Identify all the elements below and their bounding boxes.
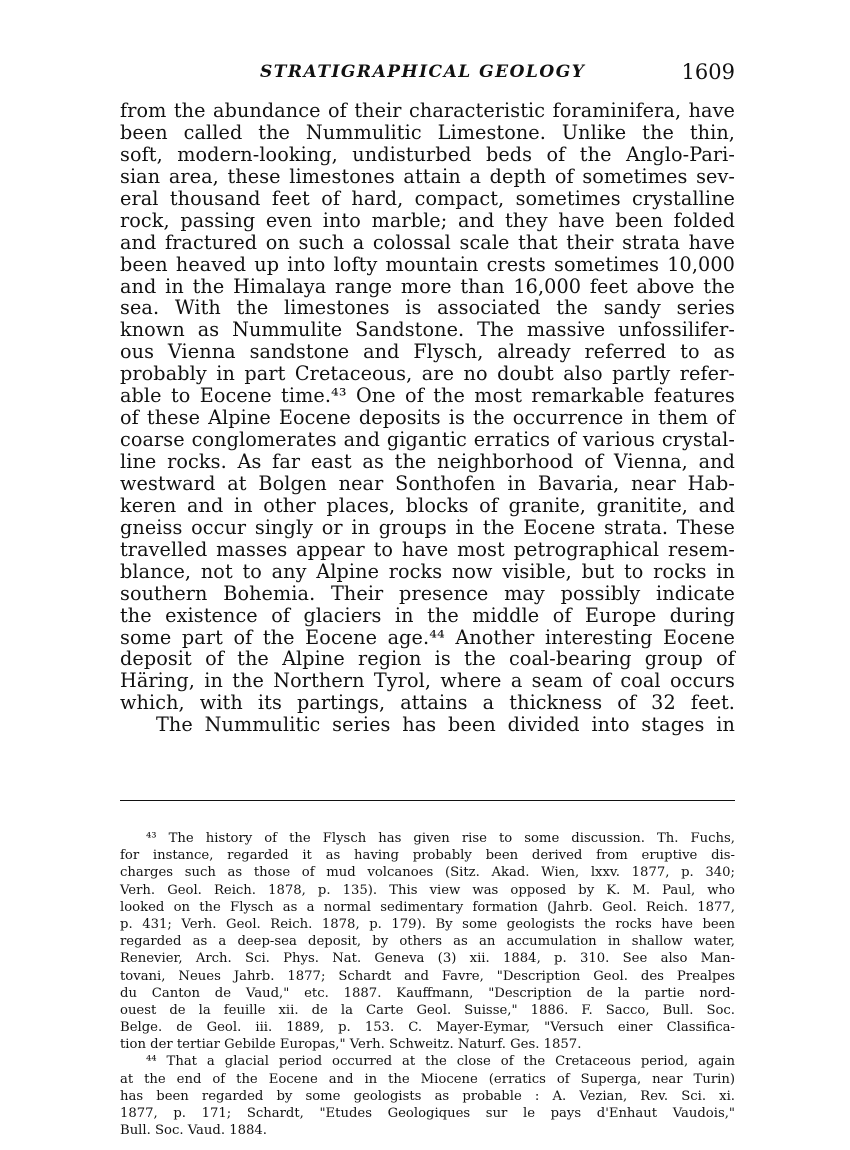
footnote-43-line: ouest de la feuille xii. de la Carte Geol. Suisse," 1886. F. Sacco, Bull. Soc. xyxy=(120,1002,735,1018)
footnotes xyxy=(120,830,735,1139)
text-line: some part of the Eocene age.⁴⁴ Another interesting Eocene xyxy=(120,625,735,649)
footnote-43-line: Belge. de Geol. iii. 1889, p. 153. C. Mayer-Eymar, "Versuch einer Classifica- xyxy=(120,1020,735,1036)
text-line: able to Eocene time.⁴³ One of the most remarkable features xyxy=(120,384,735,408)
text-line: been called the Nummulitic Limestone. Unlike the thin, xyxy=(120,120,735,144)
footnote-43-line: tion der tertiar Gebilde Europas," Verh. Schweitz. Naturf. Ges. 1857. xyxy=(120,1037,582,1053)
text-line: sea. With the limestones is associated the sandy series xyxy=(120,296,735,320)
text-line: coarse conglomerates and gigantic erratics of various crystal- xyxy=(120,428,735,452)
footnote-44-line: ⁴⁴ That a glacial period occurred at the close of the Cretaceous period, again xyxy=(146,1054,735,1070)
page-header xyxy=(120,62,735,88)
footnote-44-line: has been regarded by some geologists as probable : A. Vezian, Rev. Sci. xi. xyxy=(120,1088,735,1104)
body-text xyxy=(120,100,735,736)
paragraph-start-line: The Nummulitic series has been divided into stages in xyxy=(156,713,735,737)
text-line: and in the Himalaya range more than 16,000 feet above the xyxy=(120,274,735,298)
text-line: blance, not to any Alpine rocks now visible, but to rocks in xyxy=(120,559,735,583)
footnote-divider xyxy=(120,800,735,801)
footnote-43-line: Verh. Geol. Reich. 1878, p. 135). This view was opposed by K. M. Paul, who xyxy=(120,882,735,898)
footnote-43-line: Renevier, Arch. Sci. Phys. Nat. Geneva (3) xii. 1884, p. 310. See also Man- xyxy=(120,951,735,967)
text-line: the existence of glaciers in the middle of Europe during xyxy=(120,603,735,627)
text-line: sian area, these limestones attain a depth of sometimes sev- xyxy=(120,164,735,188)
book-page xyxy=(120,60,735,1139)
text-line: ous Vienna sandstone and Flysch, already referred to as xyxy=(120,340,735,364)
text-line: soft, modern-looking, undisturbed beds of the Anglo-Pari- xyxy=(120,142,735,166)
footnote-43-line: for instance, regarded it as having probably been derived from eruptive dis- xyxy=(120,848,735,864)
text-line: travelled masses appear to have most petrographical resem- xyxy=(120,537,735,561)
footnote-43-line: tovani, Neues Jahrb. 1877; Schardt and Favre, "Description Geol. des Prealpes xyxy=(120,968,735,984)
footnote-43-line: du Canton de Vaud," etc. 1887. Kauffmann, "Description de la partie nord- xyxy=(120,985,735,1001)
page-number: 1609 xyxy=(681,60,735,84)
text-line: known as Nummulite Sandstone. The massive unfossilifer- xyxy=(120,318,735,342)
footnote-43-line: looked on the Flysch as a normal sedimentary formation (Jahrb. Geol. Reich. 1877, xyxy=(120,899,735,915)
footnote-43-line: ⁴³ The history of the Flysch has given rise to some discussion. Th. Fuchs, xyxy=(146,831,735,846)
text-line: deposit of the Alpine region is the coal-bearing group of xyxy=(120,647,735,671)
text-line: line rocks. As far east as the neighborhood of Vienna, and xyxy=(120,450,735,473)
text-line: rock, passing even into marble; and they have been folded xyxy=(120,208,735,232)
running-title: STRATIGRAPHICAL GEOLOGY xyxy=(260,62,586,82)
text-line: southern Bohemia. Their presence may possibly indicate xyxy=(120,581,735,605)
footnote-44-line: Bull. Soc. Vaud. 1884. xyxy=(120,1123,267,1139)
text-line: westward at Bolgen near Sonthofen in Bavaria, near Hab- xyxy=(120,471,735,495)
text-line: Häring, in the Northern Tyrol, where a seam of coal occurs xyxy=(120,669,735,693)
text-line: from the abundance of their characteristic foraminifera, have xyxy=(120,99,735,122)
text-line: been heaved up into lofty mountain crests sometimes 10,000 xyxy=(120,252,735,276)
text-line: eral thousand feet of hard, compact, sometimes crystalline xyxy=(120,186,735,210)
text-line: keren and in other places, blocks of granite, granitite, and xyxy=(120,493,735,517)
text-line: gneiss occur singly or in groups in the Eocene strata. These xyxy=(120,515,735,539)
footnote-43-line: p. 431; Verh. Geol. Reich. 1878, p. 179). By some geologists the rocks have been xyxy=(120,916,735,932)
footnote-43-line: regarded as a deep-sea deposit, by others as an accumulation in shallow water, xyxy=(120,934,735,950)
text-line: probably in part Cretaceous, are no doubt also partly refer- xyxy=(120,362,735,386)
footnote-43-line: charges such as those of mud volcanoes (Sitz. Akad. Wien, lxxv. 1877, p. 340; xyxy=(120,865,735,881)
footnote-44-line: 1877, p. 171; Schardt, "Etudes Geologiques sur le pays d'Enhaut Vaudois," xyxy=(120,1106,735,1121)
text-line: of these Alpine Eocene deposits is the occurrence in them of xyxy=(120,406,735,430)
text-line: which, with its partings, attains a thickness of 32 feet. xyxy=(120,691,735,715)
text-line: and fractured on such a colossal scale that their strata have xyxy=(120,230,735,254)
footnote-44-line: at the end of the Eocene and in the Miocene (erratics of Superga, near Turin) xyxy=(120,1071,735,1087)
